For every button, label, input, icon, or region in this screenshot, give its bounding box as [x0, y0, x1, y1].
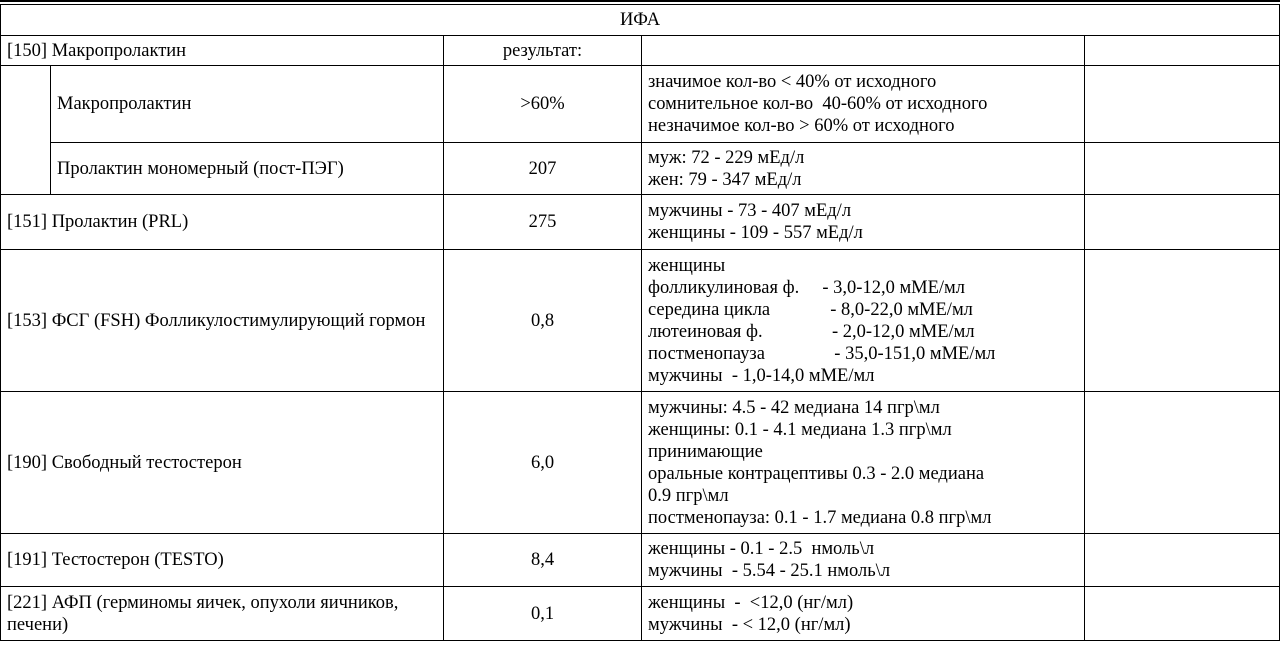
section-title: ИФА: [1, 5, 1280, 36]
table-row: [1, 587, 1280, 641]
reference-range: значимое кол-во < 40% от исходного сомнительное кол-во 40-60% от исходного незначимое кол-во > 60% от исходного: [642, 66, 1085, 143]
indent-cell: [1, 66, 51, 195]
reference-range: женщины фолликулиновая ф. - 3,0-12,0 мМЕ/мл середина цикла - 8,0-22,0 мМЕ/мл лютеиновая ф. - 2,0-12,0 мМЕ/мл постменопауза - 35,0-151,0 мМЕ/мл мужчины - 1,0-14,0 мМЕ/мл: [642, 250, 1085, 392]
result-value: 207: [444, 143, 642, 195]
reference-cell: [642, 36, 1085, 66]
notes-cell: [1085, 587, 1280, 641]
result-value: 275: [444, 195, 642, 250]
test-name: [191] Тестостерон (TESTO): [1, 534, 444, 587]
result-column-label: результат:: [444, 36, 642, 66]
notes-cell: [1085, 66, 1280, 143]
section-title-row: [1, 5, 1280, 36]
table-row: [1, 143, 1280, 195]
test-name: [221] АФП (герминомы яичек, опухоли яичников, печени): [1, 587, 444, 641]
test-name: [150] Макропролактин: [1, 36, 444, 66]
notes-cell: [1085, 534, 1280, 587]
result-value: 0,1: [444, 587, 642, 641]
table-row: [1, 534, 1280, 587]
table-row: [1, 195, 1280, 250]
notes-cell: [1085, 143, 1280, 195]
notes-cell: [1085, 36, 1280, 66]
reference-range: женщины - <12,0 (нг/мл) мужчины - < 12,0 (нг/мл): [642, 587, 1085, 641]
reference-range: муж: 72 - 229 мЕд/л жен: 79 - 347 мЕд/л: [642, 143, 1085, 195]
reference-range: мужчины - 73 - 407 мЕд/л женщины - 109 - 557 мЕд/л: [642, 195, 1085, 250]
test-name: Макропролактин: [51, 66, 444, 143]
result-value: 0,8: [444, 250, 642, 392]
table-row: [1, 250, 1280, 392]
test-name: [153] ФСГ (FSH) Фолликулостимулирующий гормон: [1, 250, 444, 392]
table-row: [1, 66, 1280, 143]
table-row-150-header: [1, 36, 1280, 66]
table-row: [1, 392, 1280, 534]
result-value: 6,0: [444, 392, 642, 534]
result-value: >60%: [444, 66, 642, 143]
reference-range: мужчины: 4.5 - 42 медиана 14 пгр\мл женщины: 0.1 - 4.1 медиана 1.3 пгр\мл принимающие оральные контрацептивы 0.3 - 2.0 медиана 0.9 пгр\мл постменопауза: 0.1 - 1.7 медиана 0.8 пгр\мл: [642, 392, 1085, 534]
top-border: [0, 0, 1280, 2]
test-name: [190] Свободный тестостерон: [1, 392, 444, 534]
reference-range: женщины - 0.1 - 2.5 нмоль\л мужчины - 5.54 - 25.1 нмоль\л: [642, 534, 1085, 587]
test-name: [151] Пролактин (PRL): [1, 195, 444, 250]
test-name: Пролактин мономерный (пост-ПЭГ): [51, 143, 444, 195]
notes-cell: [1085, 195, 1280, 250]
notes-cell: [1085, 250, 1280, 392]
result-value: 8,4: [444, 534, 642, 587]
results-table: [0, 4, 1280, 641]
notes-cell: [1085, 392, 1280, 534]
